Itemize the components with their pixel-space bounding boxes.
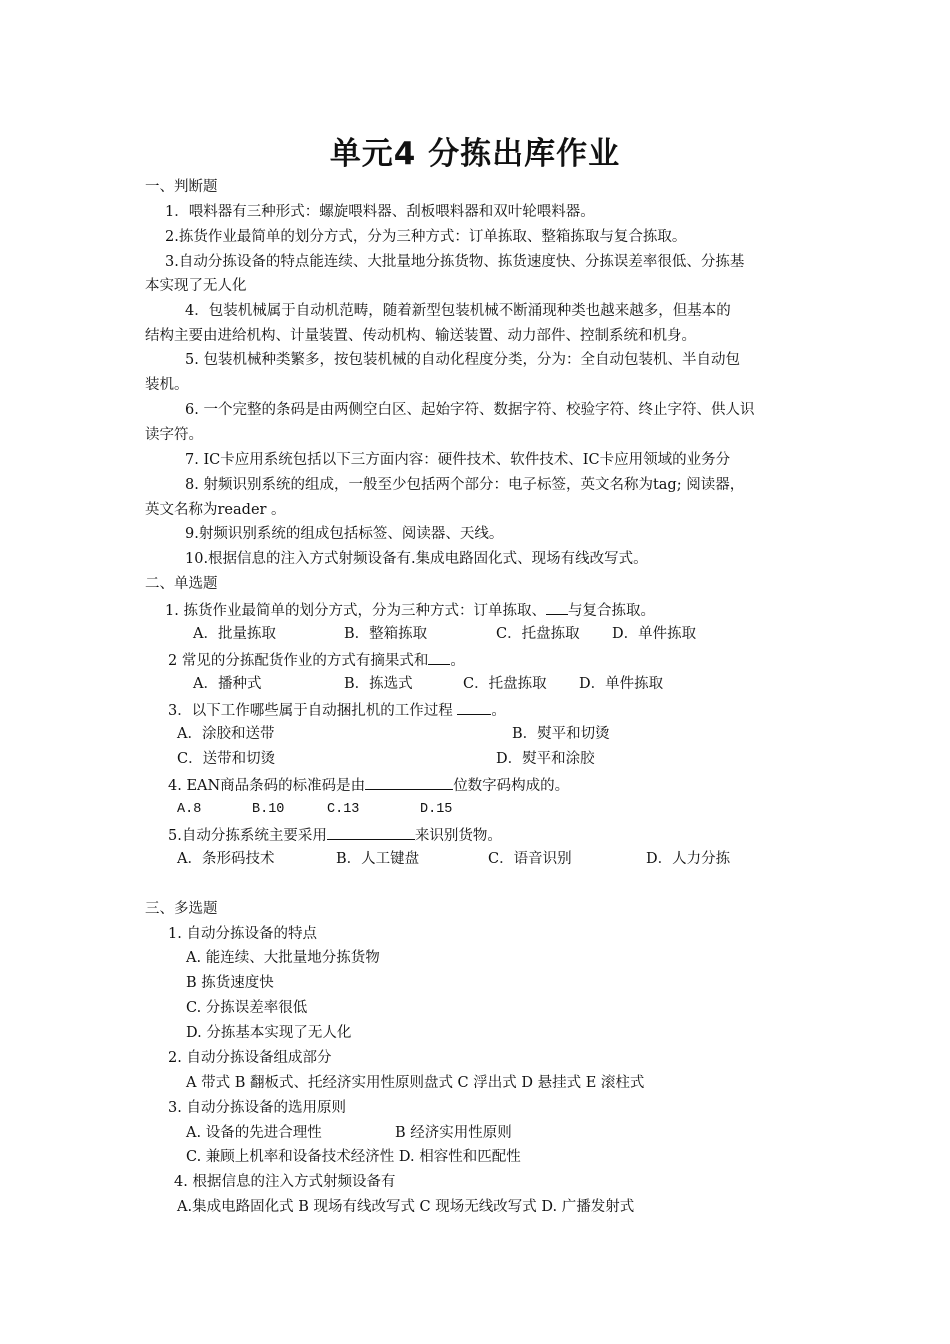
option: C．语音识别: [488, 851, 572, 867]
judge-item-cont: 读字符。: [145, 427, 203, 443]
q-text: 位数字码构成的。: [453, 778, 570, 794]
option: D．人力分拣: [646, 851, 731, 867]
option: D．熨平和涂胶: [496, 751, 595, 767]
option-line: A.集成电路固化式 B 现场有线改写式 C 现场无线改写式 D. 广播发射式: [177, 1199, 635, 1215]
judge-item: 10.根据信息的注入方式射频设备有.集成电路固化式、现场有线改写式。: [185, 551, 648, 567]
multi-q3-stem: 3. 自动分拣设备的选用原则: [168, 1100, 346, 1116]
multi-q4-stem: 4. 根据信息的注入方式射频设备有: [174, 1174, 396, 1190]
option: D.15: [420, 802, 453, 817]
option: D．单件拣取: [612, 626, 697, 642]
answer-blank: [327, 824, 415, 840]
judge-item: 5. 包装机械种类繁多，按包装机械的自动化程度分类，分为：全自动包装机、半自动包: [185, 352, 740, 368]
judge-item: 1．喂料器有三种形式：螺旋喂料器、刮板喂料器和双叶轮喂料器。: [165, 204, 595, 220]
option: C. 分拣误差率很低: [186, 1000, 308, 1016]
q-text: 2 常见的分拣配货作业的方式有摘果式和: [168, 653, 429, 669]
q-text: 1. 拣货作业最简单的划分方式，分为三种方式：订单拣取、: [165, 603, 546, 619]
judge-item-cont: 结构主要由进给机构、计量装置、传动机构、输送装置、动力部件、控制系统和机身。: [145, 328, 696, 344]
option: B 拣货速度快: [186, 975, 274, 991]
judge-item-cont: 装机。: [145, 377, 189, 393]
section-header-multi: 三、多选题: [145, 901, 218, 917]
q-text: 3．以下工作哪些属于自动捆扎机的工作过程: [168, 703, 458, 719]
judge-item: 9.射频识别系统的组成包括标签、阅读器、天线。: [185, 526, 504, 542]
section-header-single: 二、单选题: [145, 576, 218, 592]
q-text: 。: [450, 653, 465, 669]
option-line: C. 兼顾上机率和设备技术经济性 D. 相容性和匹配性: [186, 1149, 521, 1165]
answer-blank: [457, 699, 491, 715]
single-q5-stem: [168, 824, 502, 846]
option: C．托盘拣取: [496, 626, 580, 642]
judge-item: 6. 一个完整的条码是由两侧空白区、起始字符、数据字符、校验字符、终止字符、供人识: [185, 402, 755, 418]
option: B．熨平和切烫: [512, 726, 610, 742]
option: C.13: [327, 802, 360, 817]
judge-item: 7. IC卡应用系统包括以下三方面内容：硬件技术、软件技术、IC卡应用领域的业务分: [185, 452, 731, 468]
option: A．涂胶和送带: [177, 726, 275, 742]
option: A. 设备的先进合理性: [186, 1125, 322, 1141]
option: B．整箱拣取: [344, 626, 428, 642]
answer-blank: [428, 649, 450, 665]
single-q2-stem: [168, 649, 465, 671]
single-q4-stem: [168, 774, 569, 796]
option: A．批量拣取: [193, 626, 276, 642]
single-q3-stem: [168, 699, 506, 721]
q-text: 来识别货物。: [414, 828, 502, 844]
judge-item-cont: 英文名称为reader 。: [145, 502, 286, 518]
q-text: 与复合拣取。: [567, 603, 655, 619]
q-text: 。: [491, 703, 506, 719]
option: B.10: [252, 802, 285, 817]
option: B．人工键盘: [336, 851, 420, 867]
multi-q1-stem: 1. 自动分拣设备的特点: [168, 926, 317, 942]
option: B 经济实用性原则: [395, 1125, 512, 1141]
judge-item: 8. 射频识别系统的组成，一般至少包括两个部分：电子标签，英文名称为tag; 阅读器，: [185, 477, 745, 493]
option-line: A 带式 B 翻板式、托经济实用性原则盘式 C 浮出式 D 悬挂式 E 滚柱式: [186, 1075, 645, 1091]
judge-item: 2.拣货作业最简单的划分方式，分为三种方式：订单拣取、整箱拣取与复合拣取。: [165, 229, 687, 245]
q-text: 5.自动分拣系统主要采用: [168, 828, 327, 844]
judge-item-cont: 本实现了无人化: [145, 278, 247, 294]
answer-blank: [365, 774, 453, 790]
option: A．播种式: [193, 676, 262, 692]
page-title: 单元4 分拣出库作业: [329, 136, 621, 172]
section-header-judge: 一、判断题: [145, 179, 218, 195]
option: C．托盘拣取: [463, 676, 547, 692]
judge-item: 3.自动分拣设备的特点能连续、大批量地分拣货物、拣货速度快、分拣误差率很低、分拣基: [165, 254, 745, 270]
single-q1-stem: [165, 599, 655, 621]
answer-blank: [546, 599, 568, 615]
option: A．条形码技术: [177, 851, 275, 867]
q-text: 4. EAN商品条码的标准码是由: [168, 778, 366, 794]
judge-item: 4．包装机械属于自动机范畴，随着新型包装机械不断涌现种类也越来越多，但基本的: [185, 303, 731, 319]
option: C．送带和切烫: [177, 751, 276, 767]
option: D. 分拣基本实现了无人化: [186, 1025, 352, 1041]
option: B．拣选式: [344, 676, 413, 692]
option: A.8: [177, 802, 202, 817]
multi-q2-stem: 2. 自动分拣设备组成部分: [168, 1050, 332, 1066]
option: A. 能连续、大批量地分拣货物: [186, 950, 380, 966]
option: D．单件拣取: [579, 676, 664, 692]
